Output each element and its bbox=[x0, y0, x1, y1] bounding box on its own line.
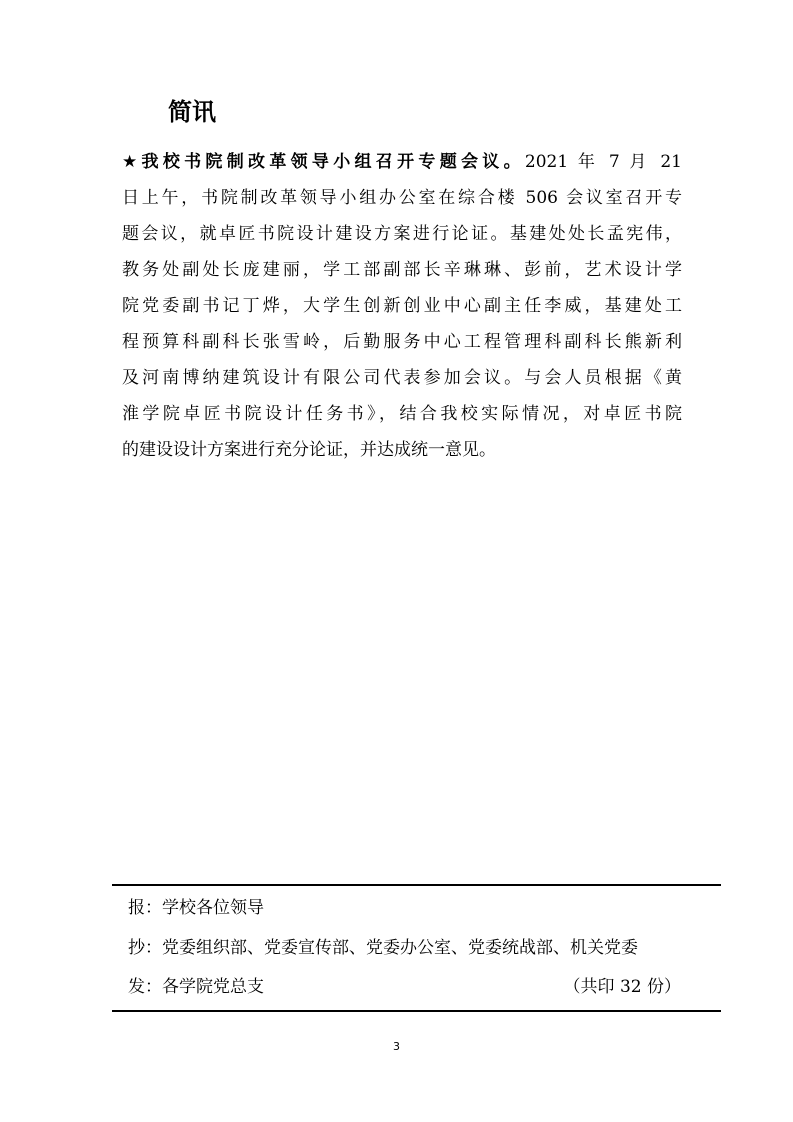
article-line-2: 日上午，书院制改革领导小组办公室在综合楼 506 会议室召开专 bbox=[122, 188, 682, 208]
article-line-1 bbox=[122, 144, 682, 180]
article-line-3: 题会议，就卓匠书院设计建设方案进行论证。基建处处长孟宪伟， bbox=[122, 224, 682, 244]
copy-to-row: 抄：党委组织部、党委宣传部、党委办公室、党委统战部、机关党委 bbox=[128, 938, 638, 958]
article-lead: ★我校书院制改革领导小组召开专题会议。 bbox=[122, 152, 525, 172]
section-heading: 简讯 bbox=[168, 98, 216, 126]
report-to-row: 报：学校各位领导 bbox=[128, 898, 264, 918]
distribution-bottom-rule bbox=[112, 1010, 721, 1012]
distribution-top-rule bbox=[112, 884, 721, 886]
article-line-8: 淮学院卓匠书院设计任务书》，结合我校实际情况，对卓匠书院 bbox=[122, 404, 682, 424]
article-line-6: 程预算科副科长张雪岭，后勤服务中心工程管理科副科长熊新利 bbox=[122, 332, 682, 352]
print-count: （共印 32 份） bbox=[563, 977, 681, 997]
article-line-4: 教务处副处长庞建丽，学工部副部长辛琳琳、彭前，艺术设计学 bbox=[122, 260, 682, 280]
news-article bbox=[122, 144, 682, 468]
article-line-7: 及河南博纳建筑设计有限公司代表参加会议。与会人员根据《黄 bbox=[122, 368, 682, 388]
article-line-5: 院党委副书记丁烨，大学生创新创业中心副主任李威，基建处工 bbox=[122, 296, 682, 316]
send-to-text: 发：各学院党总支 bbox=[128, 977, 264, 997]
send-to-row bbox=[128, 972, 713, 1002]
page-number: 3 bbox=[393, 1040, 400, 1053]
article-line-9: 的建设设计方案进行充分论证，并达成统一意见。 bbox=[122, 440, 496, 460]
article-date: 2021 年 7 月 21 bbox=[524, 152, 682, 172]
